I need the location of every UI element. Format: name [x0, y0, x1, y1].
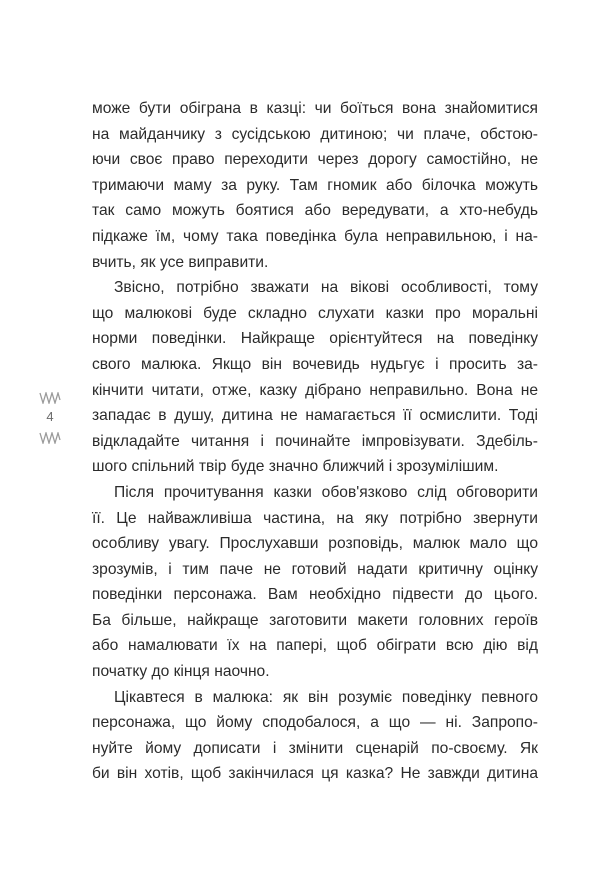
text-line: персонажа, що йому сподобалося, а що — ні. Запропо- — [92, 714, 538, 732]
text-line: шого спільний твір буде значно ближчий і зрозумілішим. — [92, 458, 499, 476]
text-line: свого малюка. Якщо він вочевидь нудьгує і просить за- — [92, 355, 538, 373]
zigzag-icon — [39, 392, 61, 404]
text-line: нуйте йому дописати і змінити сценарій по-своєму. Як — [92, 739, 538, 757]
text-line: вчить, як усе виправити. — [92, 253, 269, 271]
text-line: особливу увагу. Прослухавши розповідь, малюк мало що — [92, 535, 538, 553]
text-line: Звісно, потрібно зважати на вікові особливості, тому — [114, 279, 538, 297]
text-line: початку до кінця наочно. — [92, 663, 270, 681]
text-line: підкаже їм, чому така поведінка була неправильною, і на- — [92, 227, 538, 245]
text-line: може бути обіграна в казці: чи боїться вона знайомитися — [92, 100, 538, 117]
text-line: відкладайте читання і починайте імпровізувати. Здебіль- — [92, 432, 538, 450]
text-line: або намалювати їх на папері, щоб обіграти всю дію від — [92, 637, 538, 655]
text-line: що малюкові буде складно слухати казки про моральні — [92, 304, 538, 322]
text-line: Цікавтеся в малюка: як він розуміє поведінку певного — [114, 688, 538, 706]
text-line: так само можуть боятися або вередувати, а хто-небудь — [92, 202, 538, 220]
text-line: тримаючи маму за руку. Там гномик або білочка можуть — [92, 176, 538, 194]
text-line: норми поведінки. Найкраще орієнтуйтеся на поведінку — [92, 330, 538, 348]
text-line: би він хотів, щоб закінчилася ця казка? Не завжди дитина — [92, 765, 538, 783]
text-line: на майданчику з сусідською дитиною; чи плаче, обстою- — [92, 125, 538, 143]
text-line: поведінки персонажа. Вам необхідно підвести до цього. — [92, 586, 538, 604]
page-number: 4 — [46, 409, 54, 424]
zigzag-icon — [39, 432, 61, 444]
text-line: кінчити читати, отже, казку дібрано неправильно. Вона не — [92, 381, 538, 399]
body-text — [92, 96, 538, 787]
text-line: зрозумів, і тим паче не готовий надати критичну оцінку — [92, 560, 538, 578]
text-line: Ба більше, найкраще заготовити макети головних героїв — [92, 611, 538, 629]
text-line: Після прочитування казки обов'язково слід обговорити — [114, 483, 538, 501]
text-line: її. Це найважливіша частина, на яку потрібно звернути — [92, 509, 538, 527]
text-line: западає в душу, дитина не намагається її осмислити. Тоді — [92, 407, 538, 425]
page-margin-marker — [38, 392, 62, 444]
text-line: ючи своє право переходити через дорогу самостійно, не — [92, 151, 538, 169]
